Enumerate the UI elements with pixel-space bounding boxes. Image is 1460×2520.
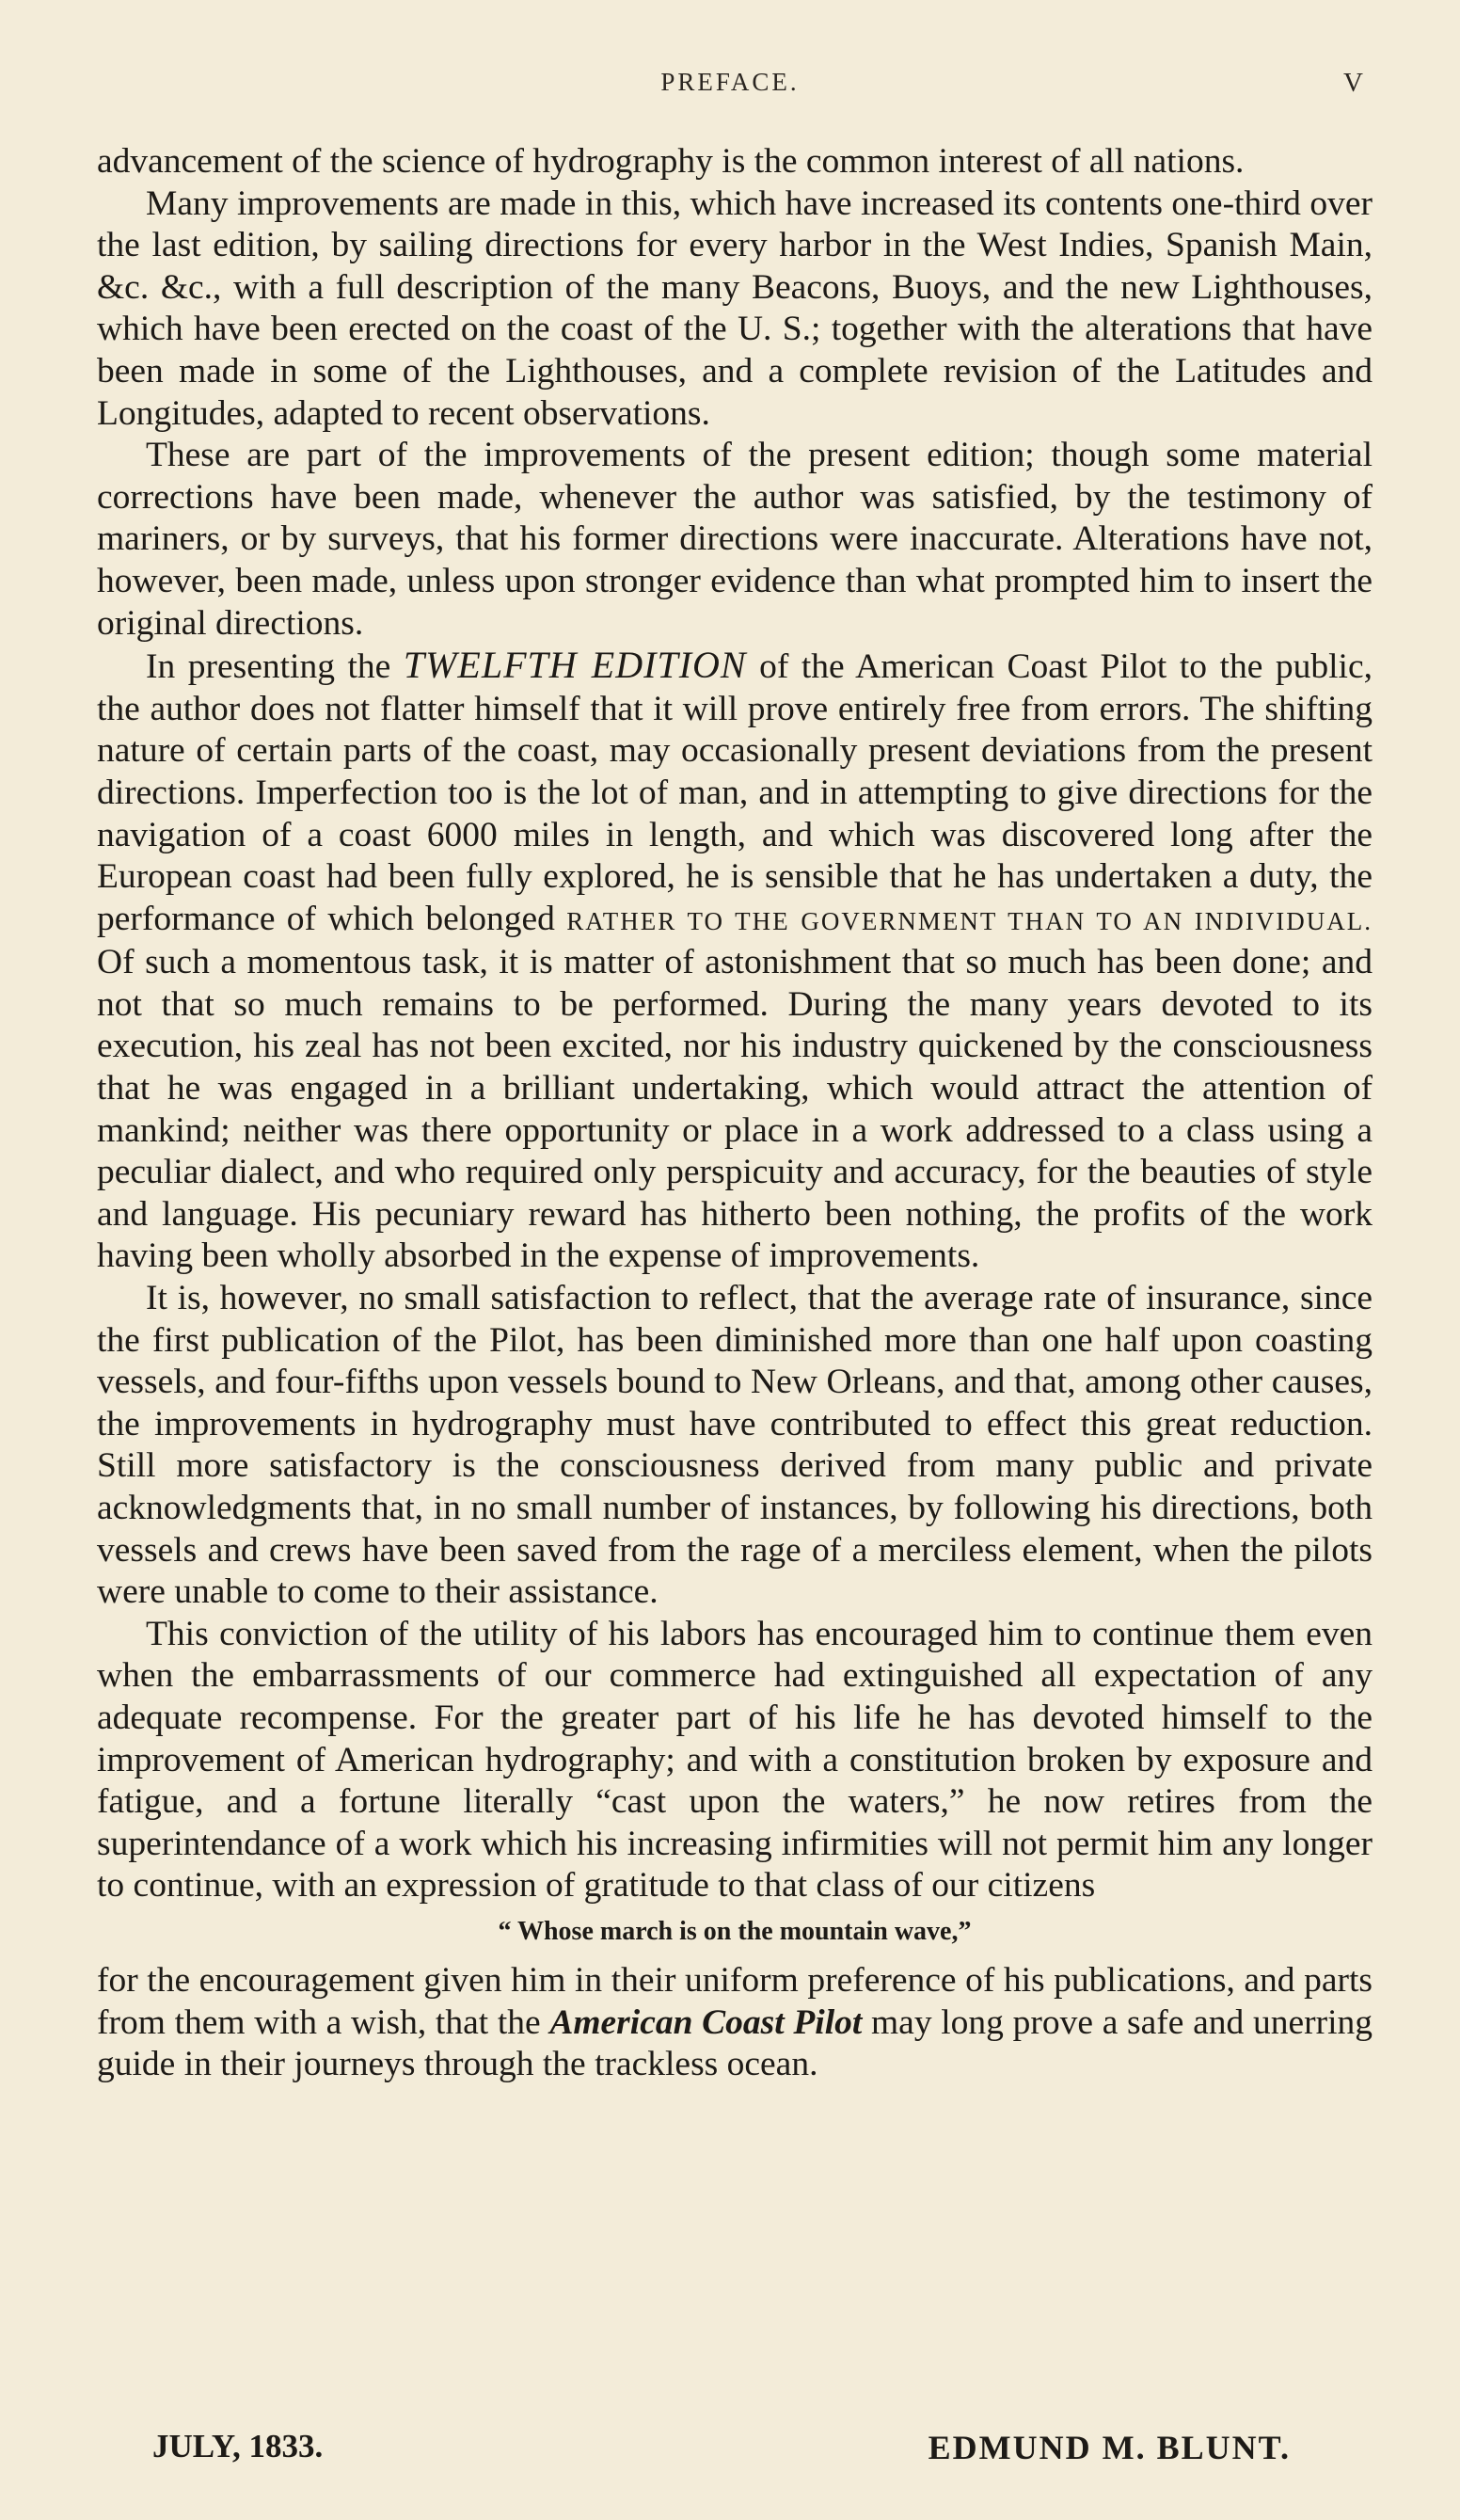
running-head [0,68,1460,115]
signature-date: JULY, 1833. [152,2428,324,2464]
paragraph-4-lead: In presenting the [146,647,391,687]
paragraph-6: This conviction of the utility of his labors has encouraged him to continue them even when the embarrassments of our commerce had extinguished all expectation of any adequate recompense. For the greater part of his life he has devoted himself to the improvement of American hydrography; and with a constitution broken by exposure and fatigue, and a fortune literally “cast upon the waters,” he now retires from the superintendance of a work which his increasing infirmities will not permit him any longer to continue, with an expression of gratitude to that class of our citizens [97,1614,1373,1906]
paragraph-4-middle: of the American Coast Pilot to the public, the author does not flatter himself that it will prove entirely free from errors. The shifting nature of certain parts of the coast, may occasionally present deviations from the present directions. Imperfection too is the lot of man, and in attempting to give directions for the navigation of a coast 6000 miles in length, and which was discovered long after the European coast had been fully explored, he is sensible that he has undertaken a duty, the performance of which belonged [97,647,1373,938]
page-number: V [1343,68,1363,98]
preface-body [97,141,1373,2086]
paragraph-3: These are part of the improvements of the present edition; though some material corrections have been made, whenever the author was satisfied, by the testimony of mariners, or by surveys, that his former directions were inaccurate. Alterations have not, however, been made, unless upon stronger evidence than what prompted him to insert the original directions. [97,436,1373,643]
book-title-italic: American Coast Pilot [549,2002,863,2042]
signature-block [152,2428,1291,2475]
quotation: “ Whose march is on the mountain wave,” [498,1916,972,1946]
paragraph-4-rest: Of such a momentous task, it is matter of astonishment that so much has been done; and not that so much remains to be performed. During the many years devoted to its execution, his zeal has not been excited, nor his industry quickened by the consciousness that he was engaged in a brilliant undertaking, which would attract the attention of mankind; neither was there opportunity or place in a work addressed to a class using a peculiar dialect, and who required only perspicuity and accuracy, for the beauties of style and language. His pecuniary reward has hitherto been nothing, the profits of the work having been wholly absorbed in the expense of improvements. [97,943,1373,1276]
page-title: PREFACE. [660,68,800,96]
paragraph-7 [97,1960,1373,2086]
paragraph-2: Many improvements are made in this, which have increased its contents one-third over the last edition, by sailing directions for every harbor in the West Indies, Spanish Main, &c. &c., with a full description of the many Beacons, Buoys, and the new Lighthouses, which have been erected on the coast of the U. S.; together with the alterations that have been made in some of the Lighthouses, and a complete revision of the Latitudes and Longitudes, adapted to recent observations. [97,183,1373,433]
paragraph-7-lead: for the encouragement given him in their uniform preference of his publications, and parts from them with a wish, that the [97,1960,1373,2042]
author-name: EDMUND M. BLUNT. [928,2429,1291,2466]
paragraph-1: advancement of the science of hydrography is the common interest of all nations. [97,142,1245,181]
paragraph-4 [97,645,1373,1278]
paragraph-7-rest: may long prove a safe and unerring guide in their journeys through the trackless ocean. [97,2002,1373,2084]
paragraph-5: It is, however, no small satisfaction to reflect, that the average rate of insurance, since the first publication of the Pilot, has been diminished more than one half upon coasting vessels, and four-fifths upon vessels bound to New Orleans, and that, among other causes, the improvements in hydrography must have contributed to effect this great reduction. Still more satisfactory is the consciousness derived from many public and private acknowledgments that, in no small number of instances, by following his directions, both vessels and crews have been saved from the rage of a merciless element, when the pilots were unable to come to their assistance. [97,1279,1373,1612]
government-small-caps: RATHER TO THE GOVERNMENT THAN TO AN INDIVIDUAL. [566,906,1373,935]
edition-emphasis: TWELFTH EDITION [403,644,747,687]
